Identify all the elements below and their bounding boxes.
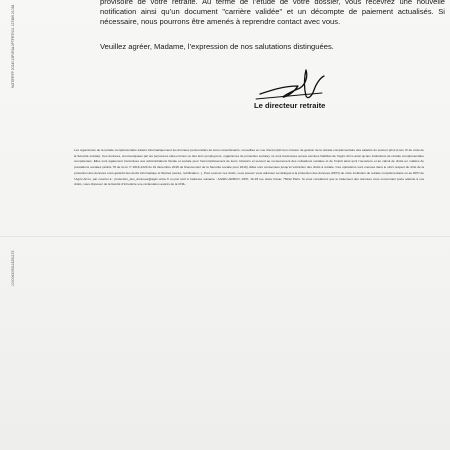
handwritten-signature bbox=[250, 66, 340, 106]
letter-paragraph: provisoire de votre retraite. Au terme de l’étude de votre dossier, vous recevrez une nouvelle notification ainsi qu’un document "carrière validée" et un décompte de paiement actualisés. Si nécessaire, nous pourrons être amenés à reprendre contact avec vous. bbox=[100, 0, 445, 27]
barcode-reference: 1000063093113291173 bbox=[11, 250, 15, 286]
closing-formula: Veuillez agréer, Madame, l’expression de nos salutations distinguées. bbox=[100, 42, 334, 51]
signatory-title: Le directeur retraite bbox=[254, 101, 326, 110]
document-reference: NOTIFRTP 2024013P0RAL0PTFRTN01 127489 21038 bbox=[11, 4, 15, 88]
paper-fold bbox=[0, 236, 450, 237]
privacy-notice: Les organismes de la retraite complémentaire traitent informatiquement les données personnelles de leurs ressortissants, recueillies en vue d’accomplir leur mission de gestion de la retraite complémentaire des salariés du secteur privé (Livre IX du code de la Sécurité sociale). Ces données, communiquées par les personnes elles-mêmes ou des tiers (employeurs, organismes de protection sociale), ne sont transmises qu’aux services habilités de l’Agirc-Arrco ainsi qu’aux institutions de retraite complémentaire compétentes. Elles sont également transmises aux administrations fiscale et sociale pour l’accomplissement de leurs missions et servent au recouvrement des cotisations sociales et de l’impôt ainsi qu’à l’ouverture et au calcul de droits en matière de prestations sociales (article 78 de la loi n° 2019-1229 du 22 décembre 2018 de financement de la Sécurité sociale pour 2019). Elles sont conservées jusqu’à l’extinction des droits à retraite. Ces opérations sont menées dans le strict respect du droit de la protection des données vous garantit des droits informatique et libertés (accès, rectification...). Pour exercer ces droits, vous pouvez vous adresser au délégué à la protection des données (DPO) de votre institution de retraite complémentaire ou au DPO de l’Agirc-Arrco, par courriel à : protection_des_donnees@agirc-arrco.fr ou par écrit à l’adresse suivante : AGIRC-ARRCO, DPO, 16-18 rue Jules César, 75012 Paris. Si vous considérez que le traitement des données vous concernant porte atteinte à vos droits, vous disposez de la faculté d’introduire une réclamation auprès de la CNIL. bbox=[74, 148, 424, 187]
